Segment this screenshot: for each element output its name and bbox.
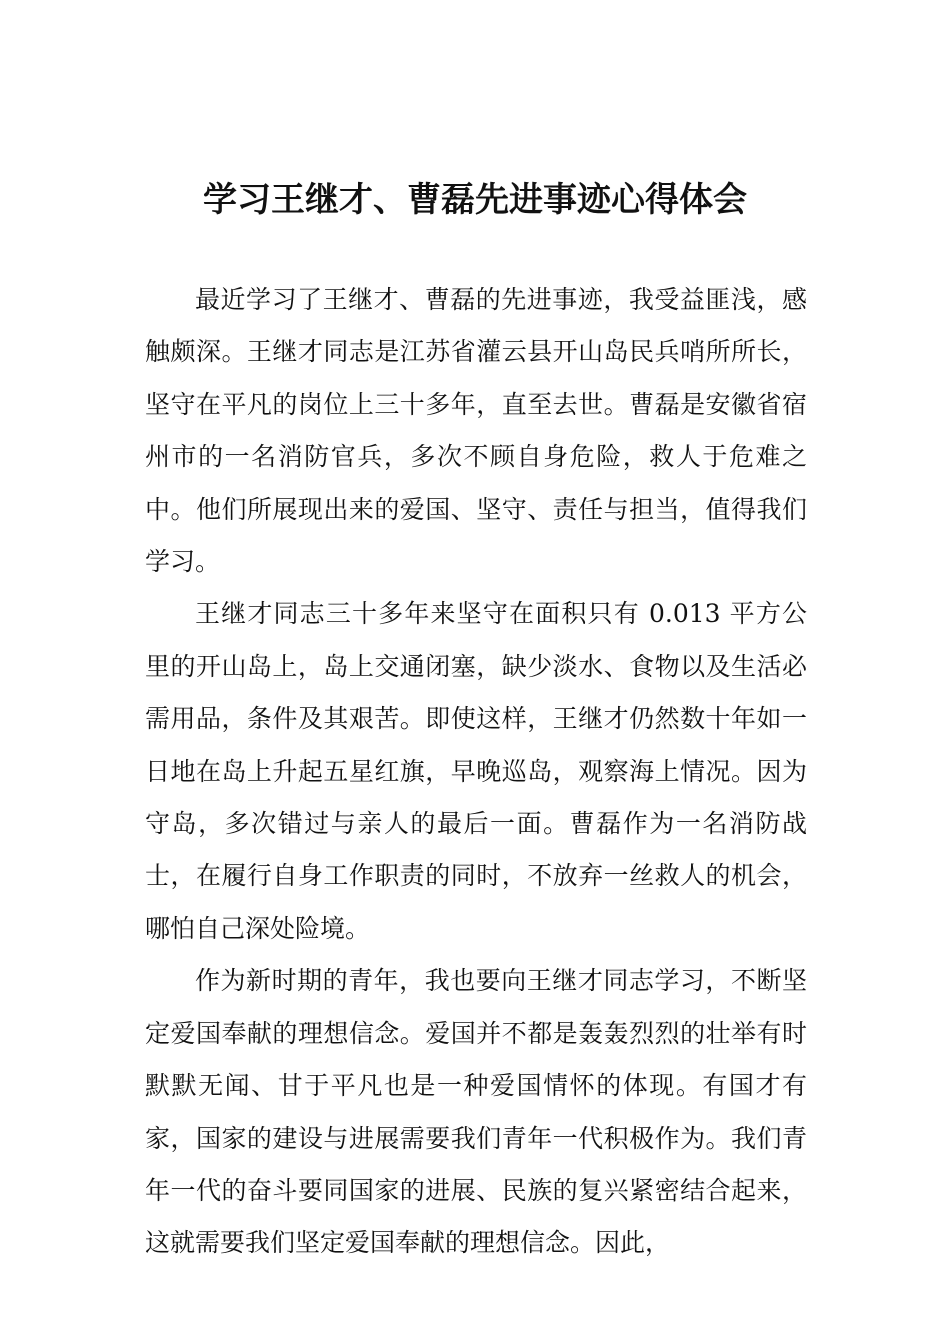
body-paragraph-2: 王继才同志三十多年来坚守在面积只有 0.013 平方公里的开山岛上，岛上交通闭塞，缺少淡水、食物以及生活必需用品，条件及其艰苦。即使这样，王继才仍然数十年如一日地在岛上升起五星红旗，早晚巡岛，观察海上情况。因为守岛，多次错过与亲人的最后一面。曹磊作为一名消防战士，在履行自身工作职责的同时，不放弃一丝救人的机会，哪怕自己深处险境。 (145, 599, 807, 943)
document-body (145, 274, 807, 1270)
body-paragraph-1: 最近学习了王继才、曹磊的先进事迹，我受益匪浅，感触颇深。王继才同志是江苏省灌云县开山岛民兵哨所所长，坚守在平凡的岗位上三十多年，直至去世。曹磊是安徽省宿州市的一名消防官兵，多次不顾自身危险，救人于危难之中。他们所展现出来的爱国、坚守、责任与担当，值得我们学习。 (145, 285, 807, 577)
body-paragraph-3: 作为新时期的青年，我也要向王继才同志学习，不断坚定爱国奉献的理想信念。爱国并不都是轰轰烈烈的壮举有时默默无闻、甘于平凡也是一种爱国情怀的体现。有国才有家，国家的建设与进展需要我们青年一代积极作为。我们青年一代的奋斗要同国家的进展、民族的复兴紧密结合起来，这就需要我们坚定爱国奉献的理想信念。因此， (145, 966, 807, 1258)
document-title: 学习王继才、曹磊先进事迹心得体会 (203, 180, 747, 220)
